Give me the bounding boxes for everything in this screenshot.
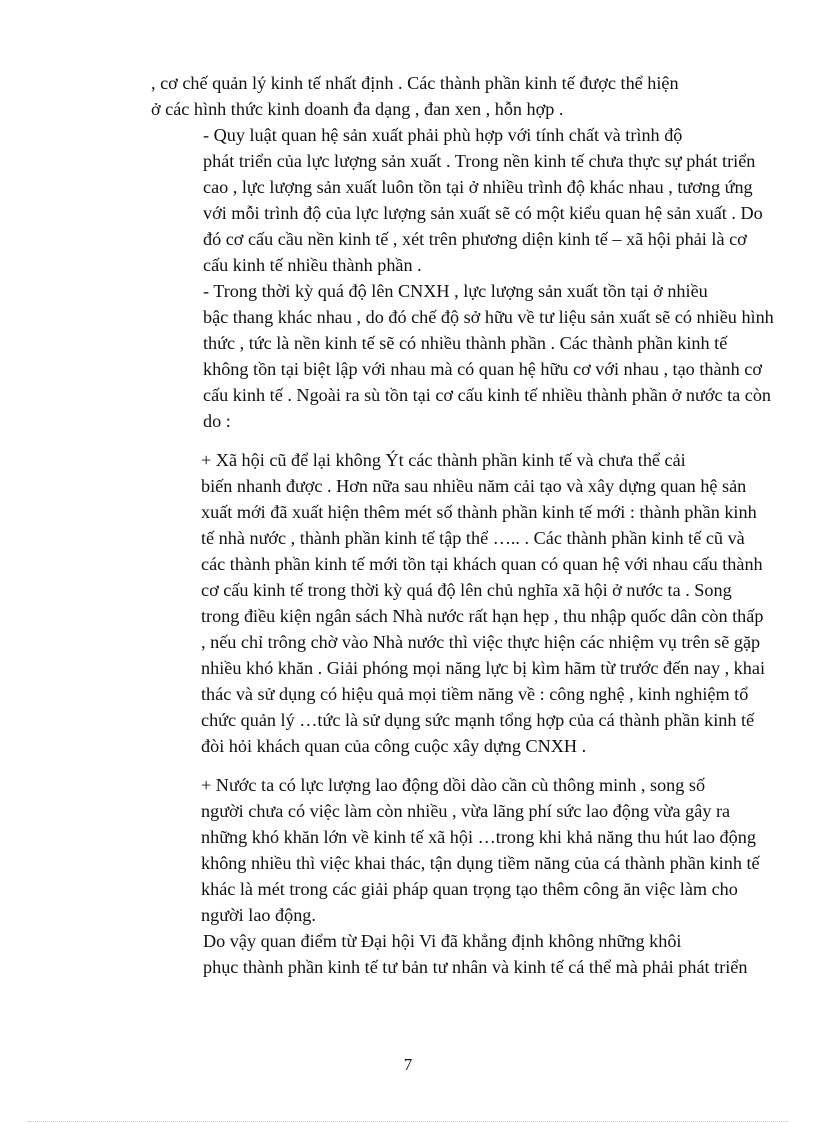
text-line: đó cơ cấu cầu nền kinh tế , xét trên phương diện kinh tế – xã hội phải là cơ xyxy=(203,229,747,249)
text-line: , nếu chỉ trông chờ vào Nhà nước thì việc thực hiện các nhiệm vụ trên sẽ gặp xyxy=(201,632,761,652)
paragraph-old-society-legacy xyxy=(139,447,765,759)
text-line: tế nhà nước , thành phần kinh tế tập thể ….. . Các thành phần kinh tế cũ và xyxy=(201,528,745,548)
text-line: chức quản lý …tức là sử dụng sức mạnh tổng hợp của cá thành phần kinh tế xyxy=(201,710,755,730)
document-body xyxy=(139,70,774,980)
text-line: cơ cấu kinh tế trong thời kỳ quá độ lên chủ nghĩa xã hội ở nước ta . Song xyxy=(201,580,732,600)
text-line: người lao động. xyxy=(201,905,316,925)
text-line: - Trong thời kỳ quá độ lên CNXH , lực lượng sản xuất tồn tại ở nhiều xyxy=(203,281,708,301)
text-line: do : xyxy=(203,411,231,431)
paragraph-production-relations-law xyxy=(139,122,763,278)
text-line: cao , lực lượng sản xuất luôn tồn tại ở nhiều trình độ khác nhau , tương ứng xyxy=(203,177,753,197)
text-line: đòi hỏi khách quan của công cuộc xây dựng CNXH . xyxy=(201,736,587,756)
paragraph-labor-force xyxy=(139,772,760,928)
text-line: cấu kinh tế . Ngoài ra sù tồn tại cơ cấu kinh tế nhiều thành phần ở nước ta còn xyxy=(203,385,772,405)
text-line: các thành phần kinh tế mới tồn tại khách quan có quan hệ với nhau cấu thành xyxy=(201,554,763,574)
paragraph-congress-viewpoint xyxy=(139,928,748,980)
text-line: không tồn tại biệt lập với nhau mà có quan hệ hữu cơ với nhau , tạo thành cơ xyxy=(203,359,762,379)
text-line: nhiều khó khăn . Giải phóng mọi năng lực bị kìm hãm từ trước đến nay , khai xyxy=(201,658,765,678)
text-line: thức , tức là nền kinh tế sẽ có nhiều thành phần . Các thành phần kinh tế xyxy=(203,333,728,353)
text-line: không nhiều thì việc khai thác, tận dụng tiềm năng của cá thành phần kinh tế xyxy=(201,853,760,873)
paragraph-economic-mechanism xyxy=(139,70,742,122)
text-line: trong điều kiện ngân sách Nhà nước rất hạn hẹp , thu nhập quốc dân còn thấp xyxy=(201,606,764,626)
text-line: - Quy luật quan hệ sản xuất phải phù hợp với tính chất và trình độ xyxy=(203,125,683,145)
text-line: những khó khăn lớn về kinh tế xã hội …trong khi khả năng thu hút lao động xyxy=(201,827,756,847)
page-bottom-divider xyxy=(28,1121,788,1122)
text-line: + Nước ta có lực lượng lao động dồi dào cần cù thông minh , song số xyxy=(201,775,706,795)
text-line: ở các hình thức kinh doanh đa dạng , đan xen , hỗn hợp . xyxy=(151,99,564,119)
page-number: 7 xyxy=(403,1055,413,1074)
text-line: thác và sử dụng có hiệu quả mọi tiềm năng về : công nghệ , kinh nghiệm tổ xyxy=(201,684,749,704)
text-line: với mỗi trình độ của lực lượng sản xuất sẽ có một kiểu quan hệ sản xuất . Do xyxy=(203,203,763,223)
text-line: khác là mét trong các giải pháp quan trọng tạo thêm công ăn việc làm cho xyxy=(201,879,738,899)
text-line: biến nhanh được . Hơn nữa sau nhiều năm cải tạo và xây dựng quan hệ sản xyxy=(201,476,747,496)
text-line: phục thành phần kinh tế tư bản tư nhân và kinh tế cá thể mà phải phát triển xyxy=(203,957,748,977)
text-line: bậc thang khác nhau , do đó chế độ sở hữu về tư liệu sản xuất sẽ có nhiều hình xyxy=(203,307,774,327)
text-line: phát triển của lực lượng sản xuất . Trong nền kinh tế chưa thực sự phát triển xyxy=(203,151,756,171)
text-line: xuất mới đã xuất hiện thêm mét số thành phần kinh tế mới : thành phần kinh xyxy=(201,502,757,522)
text-line: cấu kinh tế nhiều thành phần . xyxy=(203,255,422,275)
text-line: , cơ chế quản lý kinh tế nhất định . Các thành phần kinh tế được thể hiện xyxy=(151,73,679,93)
text-line: Do vậy quan điểm từ Đại hội Vi đã khẳng định không những khôi xyxy=(203,931,682,951)
text-line: người chưa có việc làm còn nhiều , vừa lãng phí sức lao động vừa gây ra xyxy=(201,801,731,821)
text-line: + Xã hội cũ để lại không Ýt các thành phần kinh tế và chưa thể cải xyxy=(201,450,686,470)
paragraph-transition-period xyxy=(139,278,774,434)
